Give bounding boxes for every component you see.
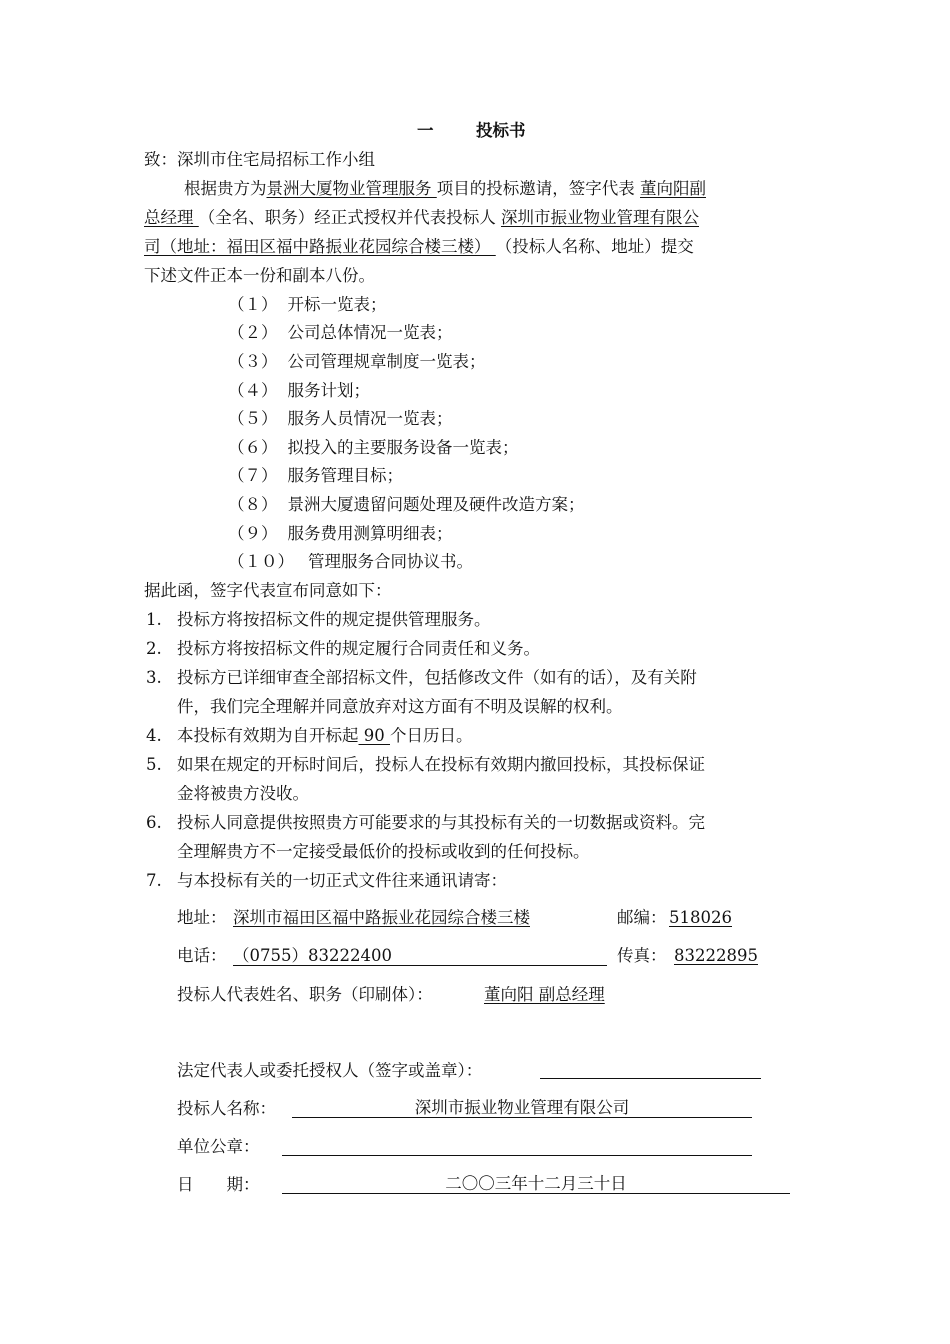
- intro-text: （投标人名称、地址）提交: [495, 237, 694, 256]
- clause-number: 7.: [146, 871, 162, 890]
- list-item: [228, 524, 453, 544]
- intro-line-3: [144, 237, 694, 257]
- seal-line: [282, 1137, 752, 1156]
- representative-title: 总经理: [144, 208, 199, 227]
- list-item-text: 服务人员情况一览表；: [287, 409, 453, 428]
- phone-value: （0755）83222400: [233, 947, 607, 966]
- list-item-text: 开标一览表；: [287, 295, 387, 314]
- clause-text: 投标方已详细审查全部招标文件，包括修改文件（如有的话），及有关附: [177, 668, 697, 687]
- clause-text: 件，我们完全理解并同意放弃对这方面有不明及误解的权利。: [177, 697, 623, 716]
- clause-text-part: 本投标有效期为自开标起: [177, 726, 359, 745]
- representative-label: 投标人代表姓名、职务（印刷体）：: [177, 985, 433, 1004]
- date-value: 二〇〇三年十二月三十日: [282, 1175, 790, 1194]
- list-item-number: （１）: [228, 295, 278, 314]
- postcode-value: 518026: [669, 908, 732, 927]
- clause-text: 如果在规定的开标时间后，投标人在投标有效期内撤回投标，其投标保证: [177, 755, 705, 774]
- intro-line-2: [144, 208, 699, 228]
- fax-value: 83222895: [674, 946, 758, 965]
- list-item: [228, 495, 585, 515]
- list-item: [228, 352, 486, 372]
- clause-number: 1.: [146, 610, 162, 629]
- legal-rep-label: 法定代表人或委托授权人（签字或盖章）：: [177, 1061, 483, 1080]
- agreement-intro: 据此函，签字代表宣布同意如下：: [144, 581, 392, 600]
- intro-line-4: 下述文件正本一份和副本八份。: [144, 266, 375, 285]
- legal-rep-signature-line: [540, 1061, 761, 1079]
- list-item-text: 拟投入的主要服务设备一览表；: [287, 438, 519, 457]
- page-title: 投标书: [476, 121, 526, 140]
- clause-text: 全理解贵方不一定接受最低价的投标或收到的任何投标。: [177, 842, 590, 861]
- list-item-number: （６）: [228, 438, 278, 457]
- list-item-text: 管理服务合同协议书。: [308, 552, 473, 571]
- intro-text: 根据贵方为: [184, 179, 267, 198]
- title-number: 一: [417, 121, 434, 140]
- clause-number: 2.: [146, 639, 162, 658]
- phone-field: [233, 946, 607, 966]
- seal-label: 单位公章：: [177, 1137, 260, 1156]
- clause-text: 投标人同意提供按照贵方可能要求的与其投标有关的一切数据或资料。完: [177, 813, 705, 832]
- date-label: 日 期：: [177, 1175, 260, 1194]
- intro-text: （全名、职务）经正式授权并代表投标人: [198, 208, 501, 227]
- clause-number: 5.: [146, 755, 162, 774]
- list-item: [228, 381, 370, 401]
- list-item-text: 服务费用测算明细表；: [287, 524, 453, 543]
- phone-label: 电话：: [177, 946, 227, 965]
- fax-label: 传真：: [617, 946, 667, 965]
- list-item-number: （５）: [228, 409, 278, 428]
- list-item-number: （４）: [228, 381, 278, 400]
- address-label: 地址：: [177, 908, 227, 927]
- clause-number: 3.: [146, 668, 162, 687]
- list-item: [228, 409, 453, 429]
- list-item: [228, 552, 473, 572]
- list-item-number: （７）: [228, 466, 278, 485]
- list-item-number: （２）: [228, 323, 278, 342]
- bidder-name-value: 深圳市振业物业管理有限公司: [292, 1099, 752, 1118]
- representative-name: 董向阳副: [640, 179, 706, 198]
- salutation: 致：深圳市住宅局招标工作小组: [144, 150, 375, 169]
- list-item: [228, 295, 387, 315]
- bidder-name-label: 投标人名称：: [177, 1099, 276, 1118]
- intro-text: 项目的投标邀请，签字代表: [436, 179, 640, 198]
- list-item: [228, 438, 519, 458]
- clause-number: 4.: [146, 726, 162, 745]
- list-item: [228, 466, 403, 486]
- clause-text: [177, 726, 473, 746]
- intro-line-1: [184, 179, 706, 199]
- list-item-number: （９）: [228, 524, 278, 543]
- clause-text: 投标方将按招标文件的规定履行合同责任和义务。: [177, 639, 540, 658]
- list-item-text: 公司管理规章制度一览表；: [287, 352, 486, 371]
- address-value: 深圳市福田区福中路振业花园综合楼三楼: [233, 908, 530, 927]
- validity-days: 90: [358, 726, 390, 745]
- clause-text: 与本投标有关的一切正式文件往来通讯请寄：: [177, 871, 507, 890]
- list-item-text: 服务管理目标；: [287, 466, 403, 485]
- list-item-number: （１０）: [228, 552, 294, 571]
- list-item: [228, 323, 453, 343]
- clause-text-part: 个日历日。: [390, 726, 473, 745]
- bidder-name: 深圳市振业物业管理有限公: [501, 208, 699, 227]
- representative-value: 董向阳 副总经理: [484, 985, 605, 1004]
- list-item-number: （３）: [228, 352, 278, 371]
- list-item-text: 服务计划；: [287, 381, 370, 400]
- clause-text: 金将被贵方没收。: [177, 784, 309, 803]
- list-item-text: 景洲大厦遗留问题处理及硬件改造方案；: [287, 495, 585, 514]
- bidder-address: 司（地址：福田区福中路振业花园综合楼三楼）: [144, 237, 496, 256]
- list-item-text: 公司总体情况一览表；: [287, 323, 453, 342]
- postcode-label: 邮编：: [617, 908, 667, 927]
- clause-text: 投标方将按招标文件的规定提供管理服务。: [177, 610, 491, 629]
- clause-number: 6.: [146, 813, 162, 832]
- list-item-number: （８）: [228, 495, 278, 514]
- project-name: 景洲大厦物业管理服务: [266, 179, 437, 198]
